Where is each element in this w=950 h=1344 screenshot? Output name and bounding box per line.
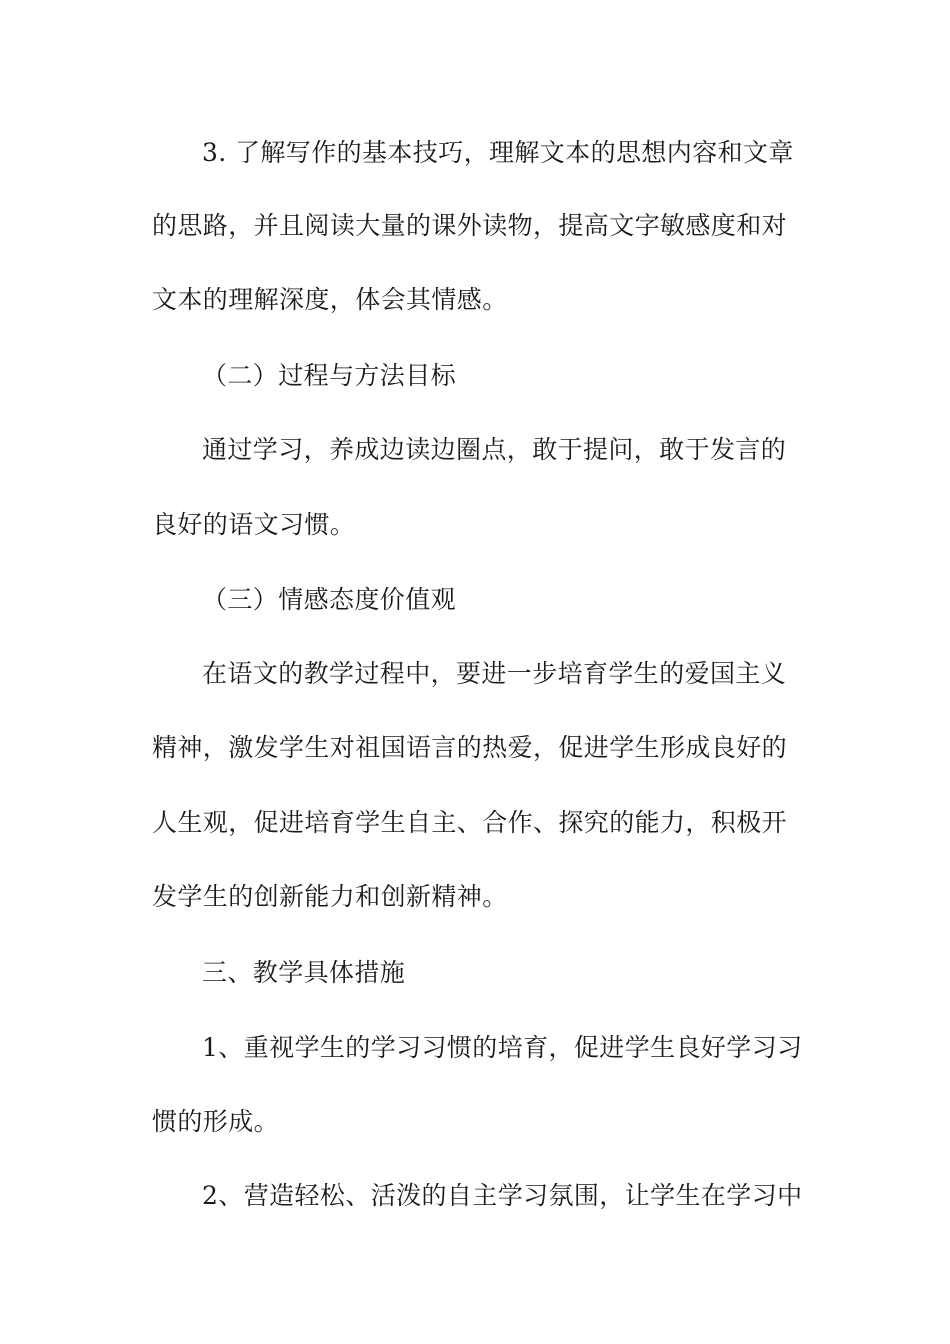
paragraph-line: 惯的形成。 bbox=[152, 1107, 280, 1136]
paragraph-line: 在语文的教学过程中，要进一步培育学生的爱国主义 bbox=[202, 659, 787, 688]
paragraph-line: 文本的理解深度，体会其情感。 bbox=[152, 285, 508, 314]
paragraph-line: 精神，激发学生对祖国语言的热爱，促进学生形成良好的 bbox=[152, 733, 788, 762]
paragraph-line: 2、营造轻松、活泼的自主学习氛围，让学生在学习中 bbox=[202, 1181, 803, 1210]
paragraph-line: 1、重视学生的学习习惯的培育，促进学生良好学习习 bbox=[202, 1033, 803, 1062]
paragraph-line: 通过学习，养成边读边圈点，敢于提问，敢于发言的 bbox=[202, 435, 787, 464]
paragraph-line: 发学生的创新能力和创新精神。 bbox=[152, 882, 508, 911]
section-heading: （二）过程与方法目标 bbox=[202, 361, 457, 390]
section-heading: 三、教学具体措施 bbox=[202, 958, 406, 987]
paragraph-line: 良好的语文习惯。 bbox=[152, 510, 356, 539]
section-heading: （三）情感态度价值观 bbox=[202, 585, 457, 614]
paragraph-line: 3. 了解写作的基本技巧，理解文本的思想内容和文章 bbox=[202, 138, 794, 167]
paragraph-line: 人生观，促进培育学生自主、合作、探究的能力，积极开 bbox=[152, 808, 788, 837]
paragraph-line: 的思路，并且阅读大量的课外读物，提高文字敏感度和对 bbox=[152, 211, 788, 240]
